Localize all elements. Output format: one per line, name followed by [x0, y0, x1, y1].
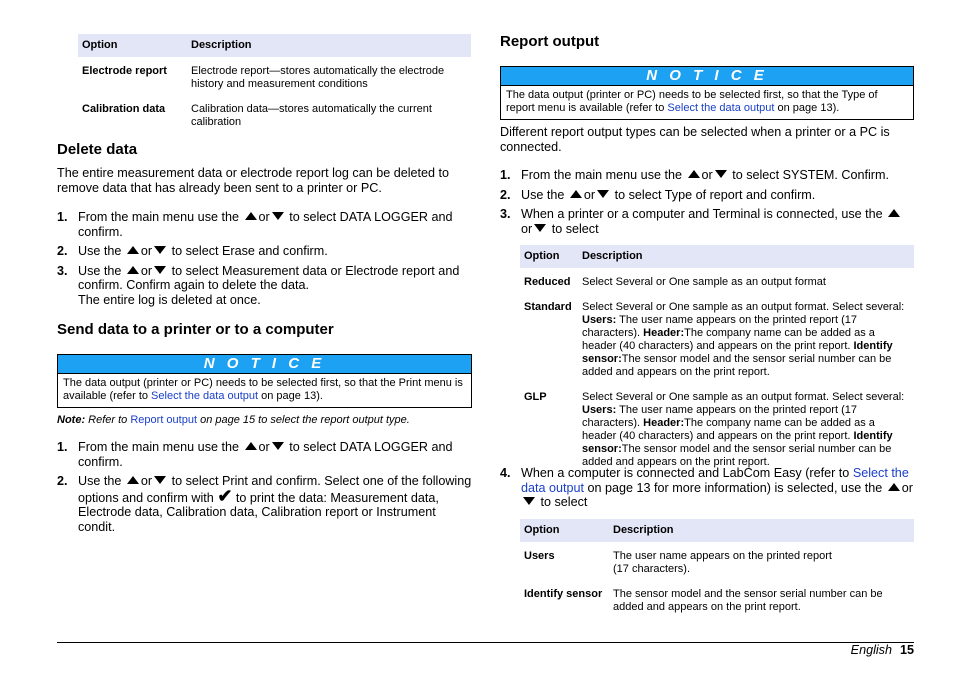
checkmark-icon: ✔ [217, 485, 233, 506]
down-arrow-icon [272, 442, 284, 450]
notice-title: N O T I C E [501, 67, 913, 86]
list-item: 3. When a printer or a computer and Terminal is connected, use the or to select [500, 207, 914, 236]
options-table-3 [520, 519, 914, 621]
list-item: 2. Use the or to select Erase and confirm. [57, 244, 328, 258]
list-item: 2. Use the or to select Print and confirm. Select one of the following options and confirm with ✔ to print the data: Measurement data, Electrode data, Calibration data, Calibration report or Instrument condit. [57, 474, 472, 534]
option-name: Standard [524, 301, 572, 313]
link-select-data-output[interactable]: Select the data output [521, 466, 909, 495]
option-name: Reduced [524, 276, 571, 288]
section-heading-report-output: Report output [500, 33, 600, 50]
down-arrow-icon [154, 266, 166, 274]
options-table-1 [78, 34, 471, 136]
down-arrow-icon [597, 190, 609, 198]
notice-box [57, 354, 472, 408]
col-header-description: Description [609, 519, 914, 542]
option-description: Select Several or One sample as an output format [582, 276, 826, 288]
section-heading-delete-data: Delete data [57, 141, 138, 158]
list-item: 3. Use the or to select Measurement data or Electrode report and confirm. Confirm again to delete the data. The entire log is deleted at once. [57, 263, 460, 307]
list-item: 1. From the main menu use the or to select DATA LOGGER and confirm. [57, 440, 453, 469]
options-table-2 [520, 245, 914, 476]
send-steps [57, 440, 472, 534]
col-header-option: Option [520, 245, 578, 268]
down-arrow-icon [534, 224, 546, 232]
list-item: 4. When a computer is connected and LabCom Easy (refer to Select the data output on page 13 for more information) is selected, use the or to select [500, 466, 913, 509]
footer-language: English [850, 643, 892, 657]
option-name: Calibration data [82, 103, 166, 115]
delete-steps [57, 210, 472, 307]
report-steps-cont [500, 466, 914, 510]
col-header-description: Description [187, 34, 471, 57]
down-arrow-icon [272, 212, 284, 220]
up-arrow-icon [888, 209, 900, 217]
option-description: The user name appears on the printed report (17 characters). [613, 550, 832, 575]
link-report-output[interactable]: Report output [130, 414, 198, 426]
delete-intro: The entire measurement data or electrode report log can be deleted to remove data that has already been sent to a printer or PC. [57, 166, 450, 195]
down-arrow-icon [715, 170, 727, 178]
notice-box [500, 66, 914, 120]
option-description: Calibration data—stores automatically the current calibration [191, 103, 432, 128]
up-arrow-icon [245, 442, 257, 450]
list-item: 2. Use the or to select Type of report and confirm. [500, 187, 816, 202]
col-header-option: Option [520, 519, 609, 542]
table-row [520, 296, 914, 386]
option-name: Electrode report [82, 65, 167, 77]
list-item: 1. From the main menu use the or to select DATA LOGGER and confirm. [57, 210, 453, 239]
table-row [520, 386, 914, 476]
option-name: Identify sensor [524, 588, 603, 600]
report-intro: Different report output types can be selected when a printer or a PC is connected. [500, 125, 890, 154]
report-steps [500, 168, 914, 236]
up-arrow-icon [245, 212, 257, 220]
section-heading-send-data: Send data to a printer or to a computer [57, 321, 334, 338]
footer-divider [57, 642, 914, 643]
option-name: GLP [524, 391, 547, 403]
up-arrow-icon [127, 266, 139, 274]
up-arrow-icon [688, 170, 700, 178]
table-row [520, 268, 914, 296]
notice-body: The data output (printer or PC) needs to be selected first, so that the Type of report menu is available (refer to Select the data output on page 13). [506, 89, 878, 114]
notice-body: The data output (printer or PC) needs to be selected first, so that the Print menu is available (refer to Select the data output on page 13). [63, 377, 463, 402]
up-arrow-icon [888, 483, 900, 491]
up-arrow-icon [127, 246, 139, 254]
col-header-description: Description [578, 245, 914, 268]
up-arrow-icon [570, 190, 582, 198]
list-item: 1. From the main menu use the or to select SYSTEM. Confirm. [500, 168, 889, 182]
down-arrow-icon [154, 246, 166, 254]
notice-title: N O T I C E [58, 355, 471, 374]
option-name: Users [524, 550, 555, 562]
footer [851, 643, 914, 657]
table-row [78, 98, 471, 136]
up-arrow-icon [127, 476, 139, 484]
option-description: Select Several or One sample as an output format. Select several: Users: The user name appears on the printed report (17 characters). Header:The company name can be added as a header (40 characters) and appears on the print report. Identify sensor:The sensor model and the sensor serial number can be added and appears on the print report. [582, 301, 905, 378]
down-arrow-icon [523, 497, 535, 505]
table-row [520, 583, 914, 621]
table-row [520, 542, 914, 583]
col-header-option: Option [78, 34, 187, 57]
option-description: Electrode report—stores automatically the electrode history and measurement conditions [191, 65, 445, 90]
note: Note: Refer to Report output on page 15 to select the report output type. [57, 414, 410, 426]
option-description: Select Several or One sample as an output format. Select several: Users: The user name appears on the printed report (17 characters). Header:The company name can be added as a header (40 characters) and appears on the print report. Identify sensor:The sensor model and the sensor serial number can be added and appears on the print report. [582, 391, 905, 468]
page-number: 15 [899, 643, 914, 657]
option-description: The sensor model and the sensor serial number can be added and appears on the print report. [613, 588, 883, 613]
step-result: The entire log is deleted at once. [78, 292, 261, 307]
link-select-data-output[interactable]: Select the data output [667, 102, 775, 114]
link-select-data-output[interactable]: Select the data output [151, 390, 259, 402]
table-row [78, 57, 471, 98]
down-arrow-icon [154, 476, 166, 484]
